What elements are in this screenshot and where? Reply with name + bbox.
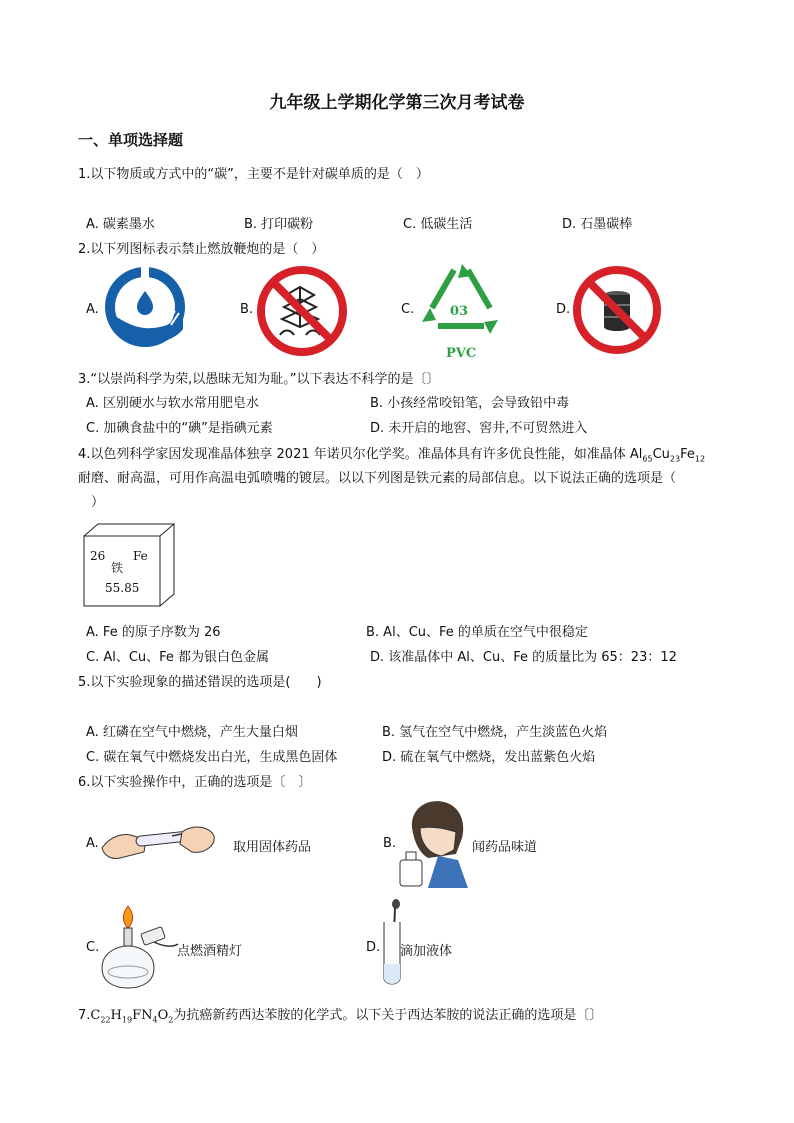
q6-label-c[interactable]: C.: [86, 940, 100, 955]
alcohol-lamp-icon[interactable]: [98, 902, 182, 990]
recycle-code: 03: [450, 304, 469, 319]
q3-option-c[interactable]: C. 加碘食盐中的“碘”是指碘元素: [86, 421, 273, 436]
solid-reagent-icon[interactable]: [100, 818, 216, 862]
iron-element-card: [83, 523, 175, 607]
q6-label-b[interactable]: B.: [383, 836, 397, 851]
element-atomic-mass: 55.85: [105, 581, 140, 595]
q6-caption-b: 闻药品味道: [472, 840, 538, 855]
q6-label-d[interactable]: D.: [366, 940, 381, 955]
q6-label-a[interactable]: A.: [86, 836, 99, 851]
section-heading: 一、单项选择题: [78, 131, 184, 149]
q3-option-d[interactable]: D. 未开启的地窖、窖井,不可贸然进入: [370, 421, 588, 436]
q2-label-c[interactable]: C.: [401, 302, 415, 317]
q4-option-b[interactable]: B. Al、Cu、Fe 的单质在空气中很稳定: [366, 625, 588, 640]
recycle-icon[interactable]: [418, 262, 504, 338]
question-4-stem-line-2: 耐磨、耐高温，可用作高温电弧喷嘴的镀层。以以下列图是铁元素的局部信息。以下说法正确的选项是（: [78, 471, 677, 486]
q6-caption-a: 取用固体药品: [233, 840, 312, 855]
element-atomic-number: 26: [90, 549, 106, 563]
q4-option-a[interactable]: A. Fe 的原子序数为 26: [86, 625, 221, 640]
question-5-stem: 5.以下实验现象的描述错误的选项是( ): [78, 675, 322, 690]
q3-option-a[interactable]: A. 区别硬水与软水常用肥皂水: [86, 396, 259, 411]
q1-option-d[interactable]: D. 石墨碳棒: [562, 217, 633, 232]
question-4-stem-line-1: 4.以色列科学家因发现准晶体独享 2021 年诺贝尔化学奖。准晶体具有许多优良性能，如准晶体 $Al_{65}Cu_{23}Fe_{12}$: [78, 447, 706, 464]
q5-option-a[interactable]: A. 红磷在空气中燃烧，产生大量白烟: [86, 725, 298, 740]
question-3-stem: 3.“以崇尚科学为荣,以愚昧无知为耻。”以下表达不科学的是〔〕: [78, 372, 440, 387]
q2-label-b[interactable]: B.: [240, 302, 254, 317]
q1-option-c[interactable]: C. 低碳生活: [403, 217, 473, 232]
element-symbol: Fe: [133, 549, 148, 563]
water-saving-icon[interactable]: [103, 265, 187, 349]
q1-option-b[interactable]: B. 打印碳粉: [244, 217, 314, 232]
recycle-material: PVC: [446, 346, 477, 361]
smell-reagent-icon[interactable]: [398, 798, 470, 888]
question-1-stem: 1.以下物质或方式中的“碳”，主要不是针对碳单质的是（ ）: [78, 167, 429, 182]
question-2-stem: 2.以下列图标表示禁止燃放鞭炮的是（ ）: [78, 242, 325, 257]
q5-option-d[interactable]: D. 硫在氧气中燃烧，发出蓝紫色火焰: [382, 750, 596, 765]
q1-option-a[interactable]: A. 碳素墨水: [86, 217, 155, 232]
q6-caption-c: 点燃酒精灯: [177, 944, 243, 959]
question-6-stem: 6.以下实验操作中，正确的选项是〔 〕: [78, 775, 312, 790]
element-name: 铁: [111, 561, 124, 575]
q6-caption-d: 滴加液体: [400, 944, 453, 959]
q5-option-c[interactable]: C. 碳在氧气中燃烧发出白光，生成黑色固体: [86, 750, 338, 765]
q4-option-c[interactable]: C. Al、Cu、Fe 都为银白色金属: [86, 650, 270, 665]
question-7-stem: $7.C_{22}H_{19}FN_4O_2$为抗癌新药西达苯胺的化学式。以下关于西达苯胺的说法正确的选项是〔〕: [78, 1008, 603, 1025]
no-firecrackers-icon[interactable]: [256, 265, 348, 357]
q4-option-d[interactable]: D. 该准晶体中 Al、Cu、Fe 的质量比为 65：23：12: [370, 650, 677, 665]
question-4-stem-line-3: ）: [78, 495, 105, 510]
q2-label-a[interactable]: A.: [86, 302, 99, 317]
q5-option-b[interactable]: B. 氢气在空气中燃烧，产生淡蓝色火焰: [382, 725, 608, 740]
q3-option-b[interactable]: B. 小孩经常咬铅笔，会导致铅中毒: [370, 396, 570, 411]
no-oil-drum-icon[interactable]: [572, 265, 662, 355]
q2-label-d[interactable]: D.: [556, 302, 571, 317]
page-title: 九年级上学期化学第三次月考试卷: [269, 93, 525, 113]
